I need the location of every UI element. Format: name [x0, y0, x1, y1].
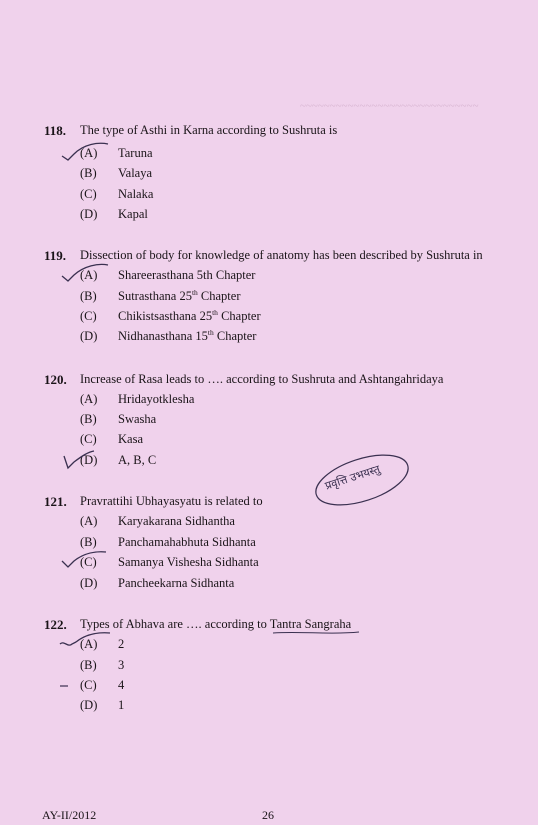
- bleed-through-text: ~~~~~~~~~~~~~~~~~~~~~~~~~~~~~~: [300, 100, 479, 112]
- option-text: 1: [118, 698, 125, 712]
- answer-tick-mark-icon: [60, 549, 112, 573]
- option-label: (C): [80, 187, 97, 201]
- option-text-after: Chapter: [213, 329, 257, 343]
- option-text: Shareerasthana 5th Chapter: [118, 268, 256, 282]
- option-c: [0, 187, 538, 205]
- question-text: Dissection of body for knowledge of anatomy has been described by Sushruta in: [80, 248, 483, 262]
- option-b: [0, 166, 538, 184]
- underline-mark-icon: [271, 629, 361, 637]
- option-label: (B): [80, 658, 97, 672]
- option-label: (C): [80, 678, 97, 692]
- option-label: (B): [80, 412, 97, 426]
- option-text: 2: [118, 637, 125, 651]
- option-text: Valaya: [118, 166, 153, 180]
- option-label: (A): [80, 268, 98, 282]
- option-a: [0, 514, 538, 532]
- option-label: (D): [80, 576, 98, 590]
- option-text: Taruna: [118, 146, 153, 160]
- question-number: 122.: [44, 617, 67, 632]
- option-label: (C): [80, 555, 97, 569]
- question-text: Pravrattihi Ubhayasyatu is related to: [80, 494, 263, 508]
- option-label: (C): [80, 432, 97, 446]
- option-a: [0, 392, 538, 410]
- option-text: [118, 329, 256, 344]
- option-text: Karyakarana Sidhantha: [118, 514, 235, 528]
- question-number: 118.: [44, 123, 67, 138]
- ordinal-suffix: th: [191, 287, 198, 297]
- option-text: 3: [118, 658, 125, 672]
- option-label: (A): [80, 146, 98, 160]
- question-text: Types of Abhava are …. according to Tantra Sangraha: [80, 617, 352, 631]
- option-text-after: Chapter: [217, 309, 261, 323]
- stamp-text: प्रवृत्ति उभयस्तु: [323, 462, 382, 493]
- option-text: [118, 309, 261, 324]
- option-text: A, B, C: [118, 453, 157, 467]
- option-label: (A): [80, 514, 98, 528]
- option-text-main: Sutrasthana 25: [118, 289, 192, 303]
- question-number: 121.: [44, 494, 67, 509]
- page-number: 26: [262, 808, 274, 822]
- ordinal-suffix: th: [212, 307, 218, 317]
- option-text: [118, 289, 241, 304]
- answer-tick-mark-icon: [60, 446, 112, 476]
- option-text: Pancheekarna Sidhanta: [118, 576, 235, 590]
- option-text-after: Chapter: [197, 289, 241, 303]
- option-d: [0, 576, 538, 594]
- option-text-main: Chikistsasthana 25: [118, 309, 213, 323]
- option-text: Swasha: [118, 412, 157, 426]
- question-number: 120.: [44, 372, 67, 387]
- option-b: [0, 658, 538, 676]
- dash-mark-icon: [58, 682, 72, 690]
- option-label: (B): [80, 289, 97, 303]
- option-text-main: Nidhanasthana 15: [118, 329, 208, 343]
- option-text: Kasa: [118, 432, 143, 446]
- option-label: (B): [80, 535, 97, 549]
- option-b: [0, 289, 538, 307]
- option-d: [0, 207, 538, 225]
- option-label: (A): [80, 392, 98, 406]
- answer-tick-mark-icon: [60, 140, 112, 164]
- answer-tick-mark-icon: [60, 262, 112, 286]
- option-text: Nalaka: [118, 187, 154, 201]
- option-label: (D): [80, 207, 98, 221]
- paper-code: AY-II/2012: [42, 808, 97, 822]
- option-label: (C): [80, 309, 97, 323]
- option-label: (D): [80, 698, 98, 712]
- question-text: Increase of Rasa leads to …. according to Sushruta and Ashtangahridaya: [80, 372, 444, 386]
- option-label: (B): [80, 166, 97, 180]
- option-label: (D): [80, 453, 98, 467]
- option-text: Hridayotklesha: [118, 392, 195, 406]
- option-text: Kapal: [118, 207, 148, 221]
- question-number: 119.: [44, 248, 67, 263]
- option-text: Samanya Vishesha Sidhanta: [118, 555, 259, 569]
- ordinal-suffix: th: [207, 327, 214, 337]
- option-d: [0, 698, 538, 716]
- option-c: [0, 309, 538, 327]
- option-label: (A): [80, 637, 98, 651]
- option-c: [0, 678, 538, 696]
- answer-tick-mark-icon: [58, 630, 114, 654]
- option-label: (D): [80, 329, 98, 343]
- option-b: [0, 412, 538, 430]
- question-text: The type of Asthi in Karna according to Sushruta is: [80, 123, 338, 137]
- option-text: 4: [118, 678, 125, 692]
- option-d: [0, 329, 538, 347]
- option-text: Panchamahabhuta Sidhanta: [118, 535, 256, 549]
